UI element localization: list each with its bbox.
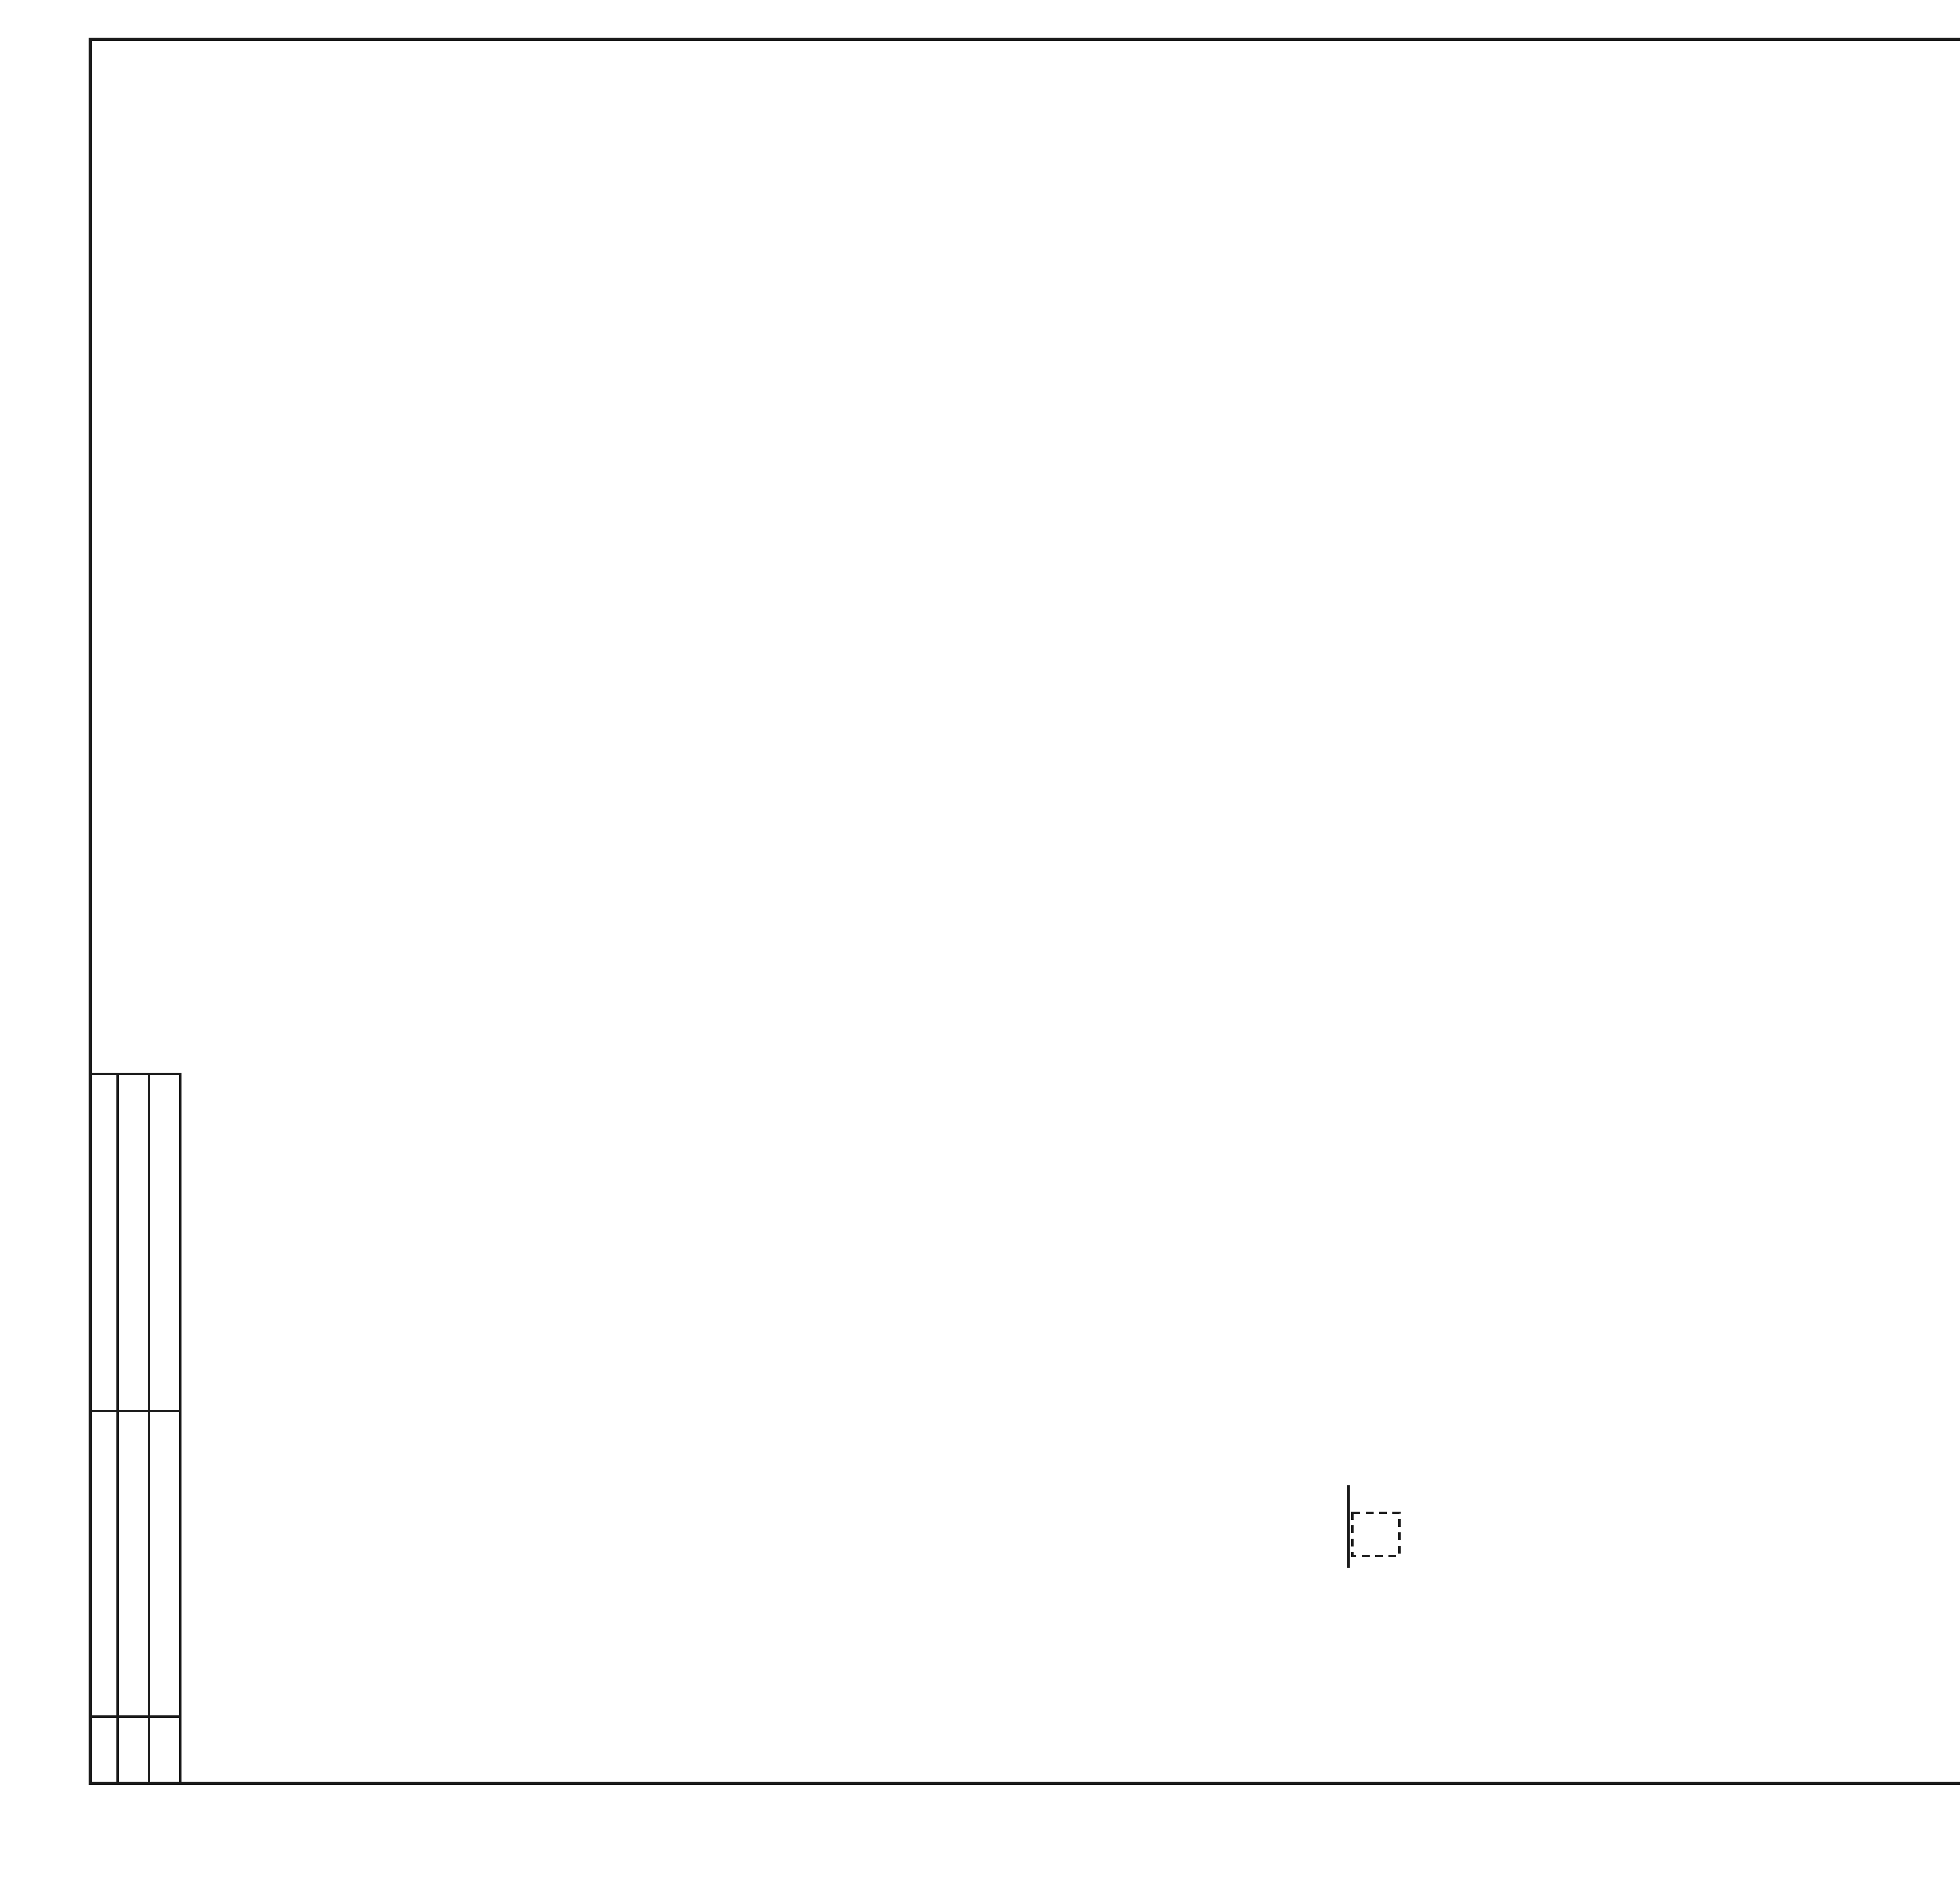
frame [90, 39, 1960, 1783]
left-stamp [90, 1074, 180, 1783]
cabinet-layout-plan [1348, 1485, 1399, 1568]
